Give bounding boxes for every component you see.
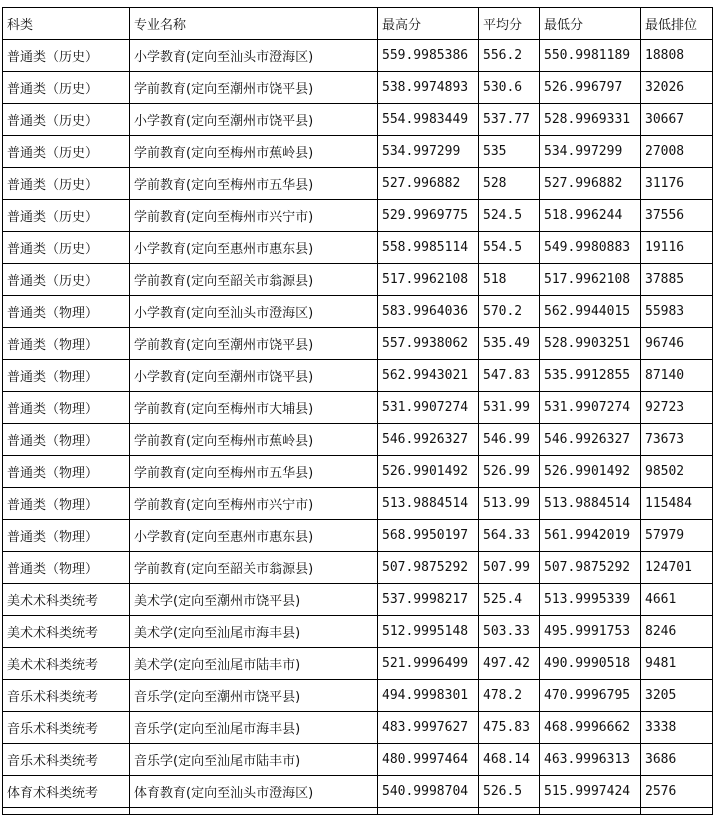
cell-category: 音乐术科类统考 xyxy=(3,712,130,744)
cell-highest-score: 494.9998301 xyxy=(378,680,479,712)
cell-major-name: 学前教育(定向至韶关市翁源县) xyxy=(130,264,378,296)
table-row xyxy=(3,232,713,264)
cell-highest-score: 558.9985114 xyxy=(378,232,479,264)
cell-category: 普通类（历史） xyxy=(3,264,130,296)
empty-cell xyxy=(378,808,479,815)
cell-highest-score: 512.9995148 xyxy=(378,616,479,648)
table-row xyxy=(3,392,713,424)
cell-lowest-score: 527.996882 xyxy=(540,168,641,200)
cell-lowest-rank: 4661 xyxy=(641,584,713,616)
table-row xyxy=(3,680,713,712)
cell-lowest-score: 468.9996662 xyxy=(540,712,641,744)
cell-lowest-rank: 115484 xyxy=(641,488,713,520)
cell-lowest-rank: 87140 xyxy=(641,360,713,392)
cell-category: 普通类（物理） xyxy=(3,456,130,488)
cell-average-score: 468.14 xyxy=(479,744,540,776)
cell-category: 普通类（物理） xyxy=(3,296,130,328)
cell-average-score: 497.42 xyxy=(479,648,540,680)
cell-lowest-score: 515.9997424 xyxy=(540,776,641,808)
cell-major-name: 体育教育(定向至汕头市澄海区) xyxy=(130,776,378,808)
cell-category: 音乐术科类统考 xyxy=(3,680,130,712)
cell-lowest-score: 562.9944015 xyxy=(540,296,641,328)
empty-cell xyxy=(3,808,130,815)
header-category: 科类 xyxy=(3,8,130,40)
cell-lowest-rank: 32026 xyxy=(641,72,713,104)
table-row xyxy=(3,296,713,328)
cell-average-score: 526.99 xyxy=(479,456,540,488)
cell-average-score: 524.5 xyxy=(479,200,540,232)
cell-highest-score: 583.9964036 xyxy=(378,296,479,328)
cell-lowest-score: 550.9981189 xyxy=(540,40,641,72)
cell-average-score: 525.4 xyxy=(479,584,540,616)
cell-category: 普通类（历史） xyxy=(3,104,130,136)
cell-lowest-rank: 18808 xyxy=(641,40,713,72)
table-row xyxy=(3,584,713,616)
cell-category: 普通类（物理） xyxy=(3,392,130,424)
cell-highest-score: 513.9884514 xyxy=(378,488,479,520)
table-row xyxy=(3,136,713,168)
cell-major-name: 学前教育(定向至梅州市兴宁市) xyxy=(130,200,378,232)
cell-category: 普通类（物理） xyxy=(3,360,130,392)
cell-highest-score: 559.9985386 xyxy=(378,40,479,72)
cell-category: 普通类（历史） xyxy=(3,232,130,264)
table-body xyxy=(3,40,713,815)
header-highest-score: 最高分 xyxy=(378,8,479,40)
table-row xyxy=(3,104,713,136)
cell-highest-score: 517.9962108 xyxy=(378,264,479,296)
cell-category: 美术术科类统考 xyxy=(3,648,130,680)
empty-cell xyxy=(540,808,641,815)
cell-major-name: 小学教育(定向至惠州市惠东县) xyxy=(130,232,378,264)
cell-category: 普通类（历史） xyxy=(3,136,130,168)
table-row xyxy=(3,456,713,488)
table-row xyxy=(3,424,713,456)
cell-lowest-score: 526.9901492 xyxy=(540,456,641,488)
cell-lowest-rank: 124701 xyxy=(641,552,713,584)
cell-lowest-rank: 57979 xyxy=(641,520,713,552)
cell-lowest-rank: 3338 xyxy=(641,712,713,744)
cell-major-name: 美术学(定向至汕尾市海丰县) xyxy=(130,616,378,648)
cell-highest-score: 557.9938062 xyxy=(378,328,479,360)
cell-lowest-score: 528.9903251 xyxy=(540,328,641,360)
cell-major-name: 学前教育(定向至梅州市蕉岭县) xyxy=(130,424,378,456)
cell-lowest-rank: 8246 xyxy=(641,616,713,648)
cell-highest-score: 534.997299 xyxy=(378,136,479,168)
table-row xyxy=(3,616,713,648)
cell-average-score: 564.33 xyxy=(479,520,540,552)
table-row xyxy=(3,520,713,552)
cell-lowest-rank: 3205 xyxy=(641,680,713,712)
table-row xyxy=(3,712,713,744)
cell-category: 普通类（历史） xyxy=(3,40,130,72)
cell-average-score: 507.99 xyxy=(479,552,540,584)
cell-highest-score: 529.9969775 xyxy=(378,200,479,232)
cell-average-score: 518 xyxy=(479,264,540,296)
table-row xyxy=(3,360,713,392)
table-row xyxy=(3,552,713,584)
empty-cell xyxy=(130,808,378,815)
cell-category: 普通类（物理） xyxy=(3,424,130,456)
cell-lowest-score: 534.997299 xyxy=(540,136,641,168)
cell-lowest-score: 513.9884514 xyxy=(540,488,641,520)
cell-category: 普通类（物理） xyxy=(3,328,130,360)
cell-major-name: 学前教育(定向至梅州市大埔县) xyxy=(130,392,378,424)
cell-major-name: 小学教育(定向至潮州市饶平县) xyxy=(130,104,378,136)
cell-highest-score: 527.996882 xyxy=(378,168,479,200)
cell-lowest-rank: 30667 xyxy=(641,104,713,136)
cell-major-name: 学前教育(定向至梅州市五华县) xyxy=(130,168,378,200)
cell-lowest-rank: 55983 xyxy=(641,296,713,328)
cell-lowest-rank: 96746 xyxy=(641,328,713,360)
header-average-score: 平均分 xyxy=(479,8,540,40)
empty-cell xyxy=(641,808,713,815)
cell-lowest-score: 470.9996795 xyxy=(540,680,641,712)
cell-major-name: 美术学(定向至潮州市饶平县) xyxy=(130,584,378,616)
cell-major-name: 学前教育(定向至梅州市蕉岭县) xyxy=(130,136,378,168)
cell-category: 音乐术科类统考 xyxy=(3,744,130,776)
cell-category: 普通类（物理） xyxy=(3,552,130,584)
table-row xyxy=(3,328,713,360)
cell-lowest-rank: 37556 xyxy=(641,200,713,232)
cell-lowest-rank: 2576 xyxy=(641,776,713,808)
cell-lowest-rank: 98502 xyxy=(641,456,713,488)
table-row xyxy=(3,264,713,296)
cell-average-score: 531.99 xyxy=(479,392,540,424)
cell-lowest-rank: 3686 xyxy=(641,744,713,776)
cell-average-score: 526.5 xyxy=(479,776,540,808)
cell-major-name: 音乐学(定向至潮州市饶平县) xyxy=(130,680,378,712)
cell-category: 体育术科类统考 xyxy=(3,776,130,808)
cell-lowest-score: 495.9991753 xyxy=(540,616,641,648)
cell-lowest-score: 546.9926327 xyxy=(540,424,641,456)
cell-lowest-score: 513.9995339 xyxy=(540,584,641,616)
cell-major-name: 音乐学(定向至汕尾市陆丰市) xyxy=(130,744,378,776)
cell-lowest-score: 535.9912855 xyxy=(540,360,641,392)
cell-average-score: 556.2 xyxy=(479,40,540,72)
cell-category: 普通类（历史） xyxy=(3,72,130,104)
cell-highest-score: 540.9998704 xyxy=(378,776,479,808)
empty-cell xyxy=(479,808,540,815)
admission-scores-table xyxy=(2,7,713,815)
cell-lowest-rank: 27008 xyxy=(641,136,713,168)
cell-major-name: 小学教育(定向至汕头市澄海区) xyxy=(130,296,378,328)
table-row xyxy=(3,744,713,776)
cell-lowest-score: 507.9875292 xyxy=(540,552,641,584)
cell-category: 普通类（物理） xyxy=(3,488,130,520)
cell-major-name: 学前教育(定向至潮州市饶平县) xyxy=(130,328,378,360)
cell-highest-score: 562.9943021 xyxy=(378,360,479,392)
cell-average-score: 478.2 xyxy=(479,680,540,712)
cell-lowest-rank: 73673 xyxy=(641,424,713,456)
cell-highest-score: 554.9983449 xyxy=(378,104,479,136)
cell-lowest-rank: 19116 xyxy=(641,232,713,264)
cell-major-name: 小学教育(定向至潮州市饶平县) xyxy=(130,360,378,392)
cell-highest-score: 538.9974893 xyxy=(378,72,479,104)
cell-highest-score: 480.9997464 xyxy=(378,744,479,776)
cell-average-score: 528 xyxy=(479,168,540,200)
table-row-cut-off xyxy=(3,808,713,815)
cell-average-score: 535.49 xyxy=(479,328,540,360)
cell-major-name: 小学教育(定向至汕头市澄海区) xyxy=(130,40,378,72)
cell-lowest-score: 561.9942019 xyxy=(540,520,641,552)
table-row xyxy=(3,776,713,808)
cell-lowest-score: 531.9907274 xyxy=(540,392,641,424)
table-row xyxy=(3,40,713,72)
cell-lowest-score: 517.9962108 xyxy=(540,264,641,296)
cell-major-name: 学前教育(定向至梅州市兴宁市) xyxy=(130,488,378,520)
cell-lowest-rank: 37885 xyxy=(641,264,713,296)
cell-average-score: 530.6 xyxy=(479,72,540,104)
cell-highest-score: 526.9901492 xyxy=(378,456,479,488)
cell-highest-score: 568.9950197 xyxy=(378,520,479,552)
cell-average-score: 503.33 xyxy=(479,616,540,648)
cell-highest-score: 546.9926327 xyxy=(378,424,479,456)
cell-major-name: 学前教育(定向至潮州市饶平县) xyxy=(130,72,378,104)
cell-average-score: 570.2 xyxy=(479,296,540,328)
header-lowest-score: 最低分 xyxy=(540,8,641,40)
cell-lowest-score: 518.996244 xyxy=(540,200,641,232)
cell-lowest-rank: 92723 xyxy=(641,392,713,424)
cell-highest-score: 507.9875292 xyxy=(378,552,479,584)
cell-average-score: 513.99 xyxy=(479,488,540,520)
cell-category: 普通类（历史） xyxy=(3,200,130,232)
cell-lowest-rank: 9481 xyxy=(641,648,713,680)
cell-lowest-rank: 31176 xyxy=(641,168,713,200)
cell-lowest-score: 528.9969331 xyxy=(540,104,641,136)
cell-highest-score: 521.9996499 xyxy=(378,648,479,680)
cell-lowest-score: 463.9996313 xyxy=(540,744,641,776)
cell-major-name: 学前教育(定向至梅州市五华县) xyxy=(130,456,378,488)
cell-lowest-score: 526.996797 xyxy=(540,72,641,104)
cell-major-name: 小学教育(定向至惠州市惠东县) xyxy=(130,520,378,552)
table-header-row xyxy=(3,8,713,40)
cell-category: 普通类（历史） xyxy=(3,168,130,200)
cell-average-score: 554.5 xyxy=(479,232,540,264)
table-row xyxy=(3,72,713,104)
table-row xyxy=(3,200,713,232)
cell-lowest-score: 549.9980883 xyxy=(540,232,641,264)
cell-average-score: 535 xyxy=(479,136,540,168)
cell-lowest-score: 490.9990518 xyxy=(540,648,641,680)
table-row xyxy=(3,648,713,680)
table-row xyxy=(3,168,713,200)
cell-major-name: 学前教育(定向至韶关市翁源县) xyxy=(130,552,378,584)
cell-category: 普通类（物理） xyxy=(3,520,130,552)
cell-major-name: 美术学(定向至汕尾市陆丰市) xyxy=(130,648,378,680)
header-major-name: 专业名称 xyxy=(130,8,378,40)
cell-average-score: 537.77 xyxy=(479,104,540,136)
cell-average-score: 547.83 xyxy=(479,360,540,392)
cell-highest-score: 531.9907274 xyxy=(378,392,479,424)
table-row xyxy=(3,488,713,520)
header-lowest-rank: 最低排位 xyxy=(641,8,713,40)
cell-major-name: 音乐学(定向至汕尾市海丰县) xyxy=(130,712,378,744)
cell-highest-score: 483.9997627 xyxy=(378,712,479,744)
cell-average-score: 546.99 xyxy=(479,424,540,456)
cell-category: 美术术科类统考 xyxy=(3,584,130,616)
cell-category: 美术术科类统考 xyxy=(3,616,130,648)
cell-highest-score: 537.9998217 xyxy=(378,584,479,616)
cell-average-score: 475.83 xyxy=(479,712,540,744)
